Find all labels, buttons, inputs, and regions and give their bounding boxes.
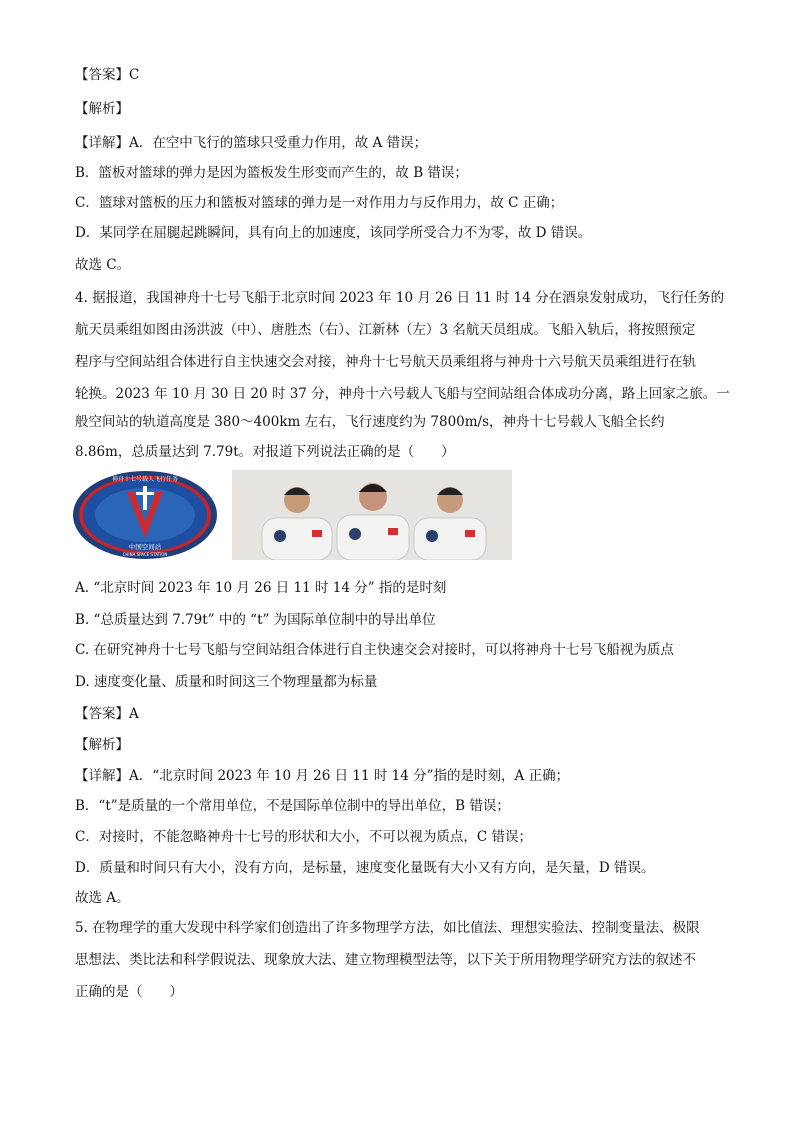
- q4-stem-line-2: 航天员乘组如图由汤洪波（中）、唐胜杰（右）、江新林（左）3 名航天员组成。飞船入轨后，将按照预定: [75, 322, 696, 338]
- q4-option-a: A. “北京时间 2023 年 10 月 26 日 11 时 14 分” 指的是时刻: [75, 580, 447, 596]
- q3-analysis: 【解析】: [75, 101, 129, 117]
- q5-stem-line-3: 正确的是（ ）: [75, 984, 183, 1000]
- q4-answer: 【答案】A: [75, 706, 139, 722]
- badge-en-text: CHINA SPACE STATION: [122, 552, 168, 557]
- q3-detail-a: 【详解】A．在空中飞行的篮球只受重力作用，故 A 错误；: [75, 135, 428, 151]
- q5-stem-line-2: 思想法、类比法和科学假说法、现象放大法、建立物理模型法等，以下关于所用物理学研究方法的叙述不: [75, 952, 696, 968]
- q4-detail-d: D．质量和时间只有大小，没有方向，是标量，速度变化量既有大小又有方向，是矢量，D 错误。: [75, 860, 655, 876]
- q4-option-c: C. 在研究神舟十七号飞船与空间站组合体进行自主快速交会对接时，可以将神舟十七号飞船视为质点: [75, 642, 674, 658]
- badge-cn-text: 中国空间站: [128, 543, 162, 551]
- q4-option-d: D. 速度变化量、质量和时间这三个物理量都为标量: [75, 674, 378, 690]
- q3-detail-d: D．某同学在屈腿起跳瞬间，具有向上的加速度，该同学所受合力不为零，故 D 错误。: [75, 225, 592, 241]
- q4-detail-a: 【详解】A．“北京时间 2023 年 10 月 26 日 11 时 14 分”指的是时刻，A 正确；: [75, 768, 570, 784]
- mission-badge: [72, 470, 218, 560]
- q4-stem-line-3: 程序与空间站组合体进行自主快速交会对接，神舟十七号航天员乘组将与神舟十六号航天员乘组进行在轨: [75, 354, 696, 370]
- q4-stem-line-4: 轮换。2023 年 10 月 30 日 20 时 37 分，神舟十六号载人飞船与空间站组合体成功分离，路上回家之旅。一: [75, 386, 730, 402]
- q3-detail-b: B．篮板对篮球的弹力是因为篮板发生形变而产生的，故 B 错误；: [75, 165, 468, 181]
- q4-option-b: B. “总质量达到 7.79t” 中的 “t” 为国际单位制中的导出单位: [75, 612, 436, 628]
- q4-detail-b: B．“t”是质量的一个常用单位，不是国际单位制中的导出单位，B 错误；: [75, 798, 510, 814]
- astronaut-photo: [232, 470, 512, 560]
- q4-stem-line-6: 8.86m，总质量达到 7.79t。对报道下列说法正确的是（ ）: [75, 444, 455, 460]
- q4-figures: [72, 470, 512, 560]
- badge-top-text: 神舟十七号载人飞行任务: [111, 476, 179, 483]
- q5-stem-line-1: 5. 在物理学的重大发现中科学家们创造出了许多物理学方法，如比值法、理想实验法、控制变量法、极限: [75, 920, 700, 936]
- q4-conclusion: 故选 A。: [75, 890, 130, 906]
- q3-answer: 【答案】C: [75, 67, 140, 83]
- q3-detail-c: C．篮球对篮板的压力和篮板对篮球的弹力是一对作用力与反作用力，故 C 正确；: [75, 195, 564, 211]
- q4-analysis: 【解析】: [75, 737, 129, 753]
- q4-stem-line-5: 般空间站的轨道高度是 380～400km 左右，飞行速度约为 7800m/s，神舟十七号载人飞船全长约: [75, 414, 665, 430]
- q4-stem-line-1: 4. 据报道，我国神舟十七号飞船于北京时间 2023 年 10 月 26 日 11 时 14 分在酒泉发射成功，飞行任务的: [75, 290, 725, 306]
- q3-conclusion: 故选 C。: [75, 257, 131, 273]
- q4-detail-c: C．对接时，不能忽略神舟十七号的形状和大小，不可以视为质点，C 错误；: [75, 829, 532, 845]
